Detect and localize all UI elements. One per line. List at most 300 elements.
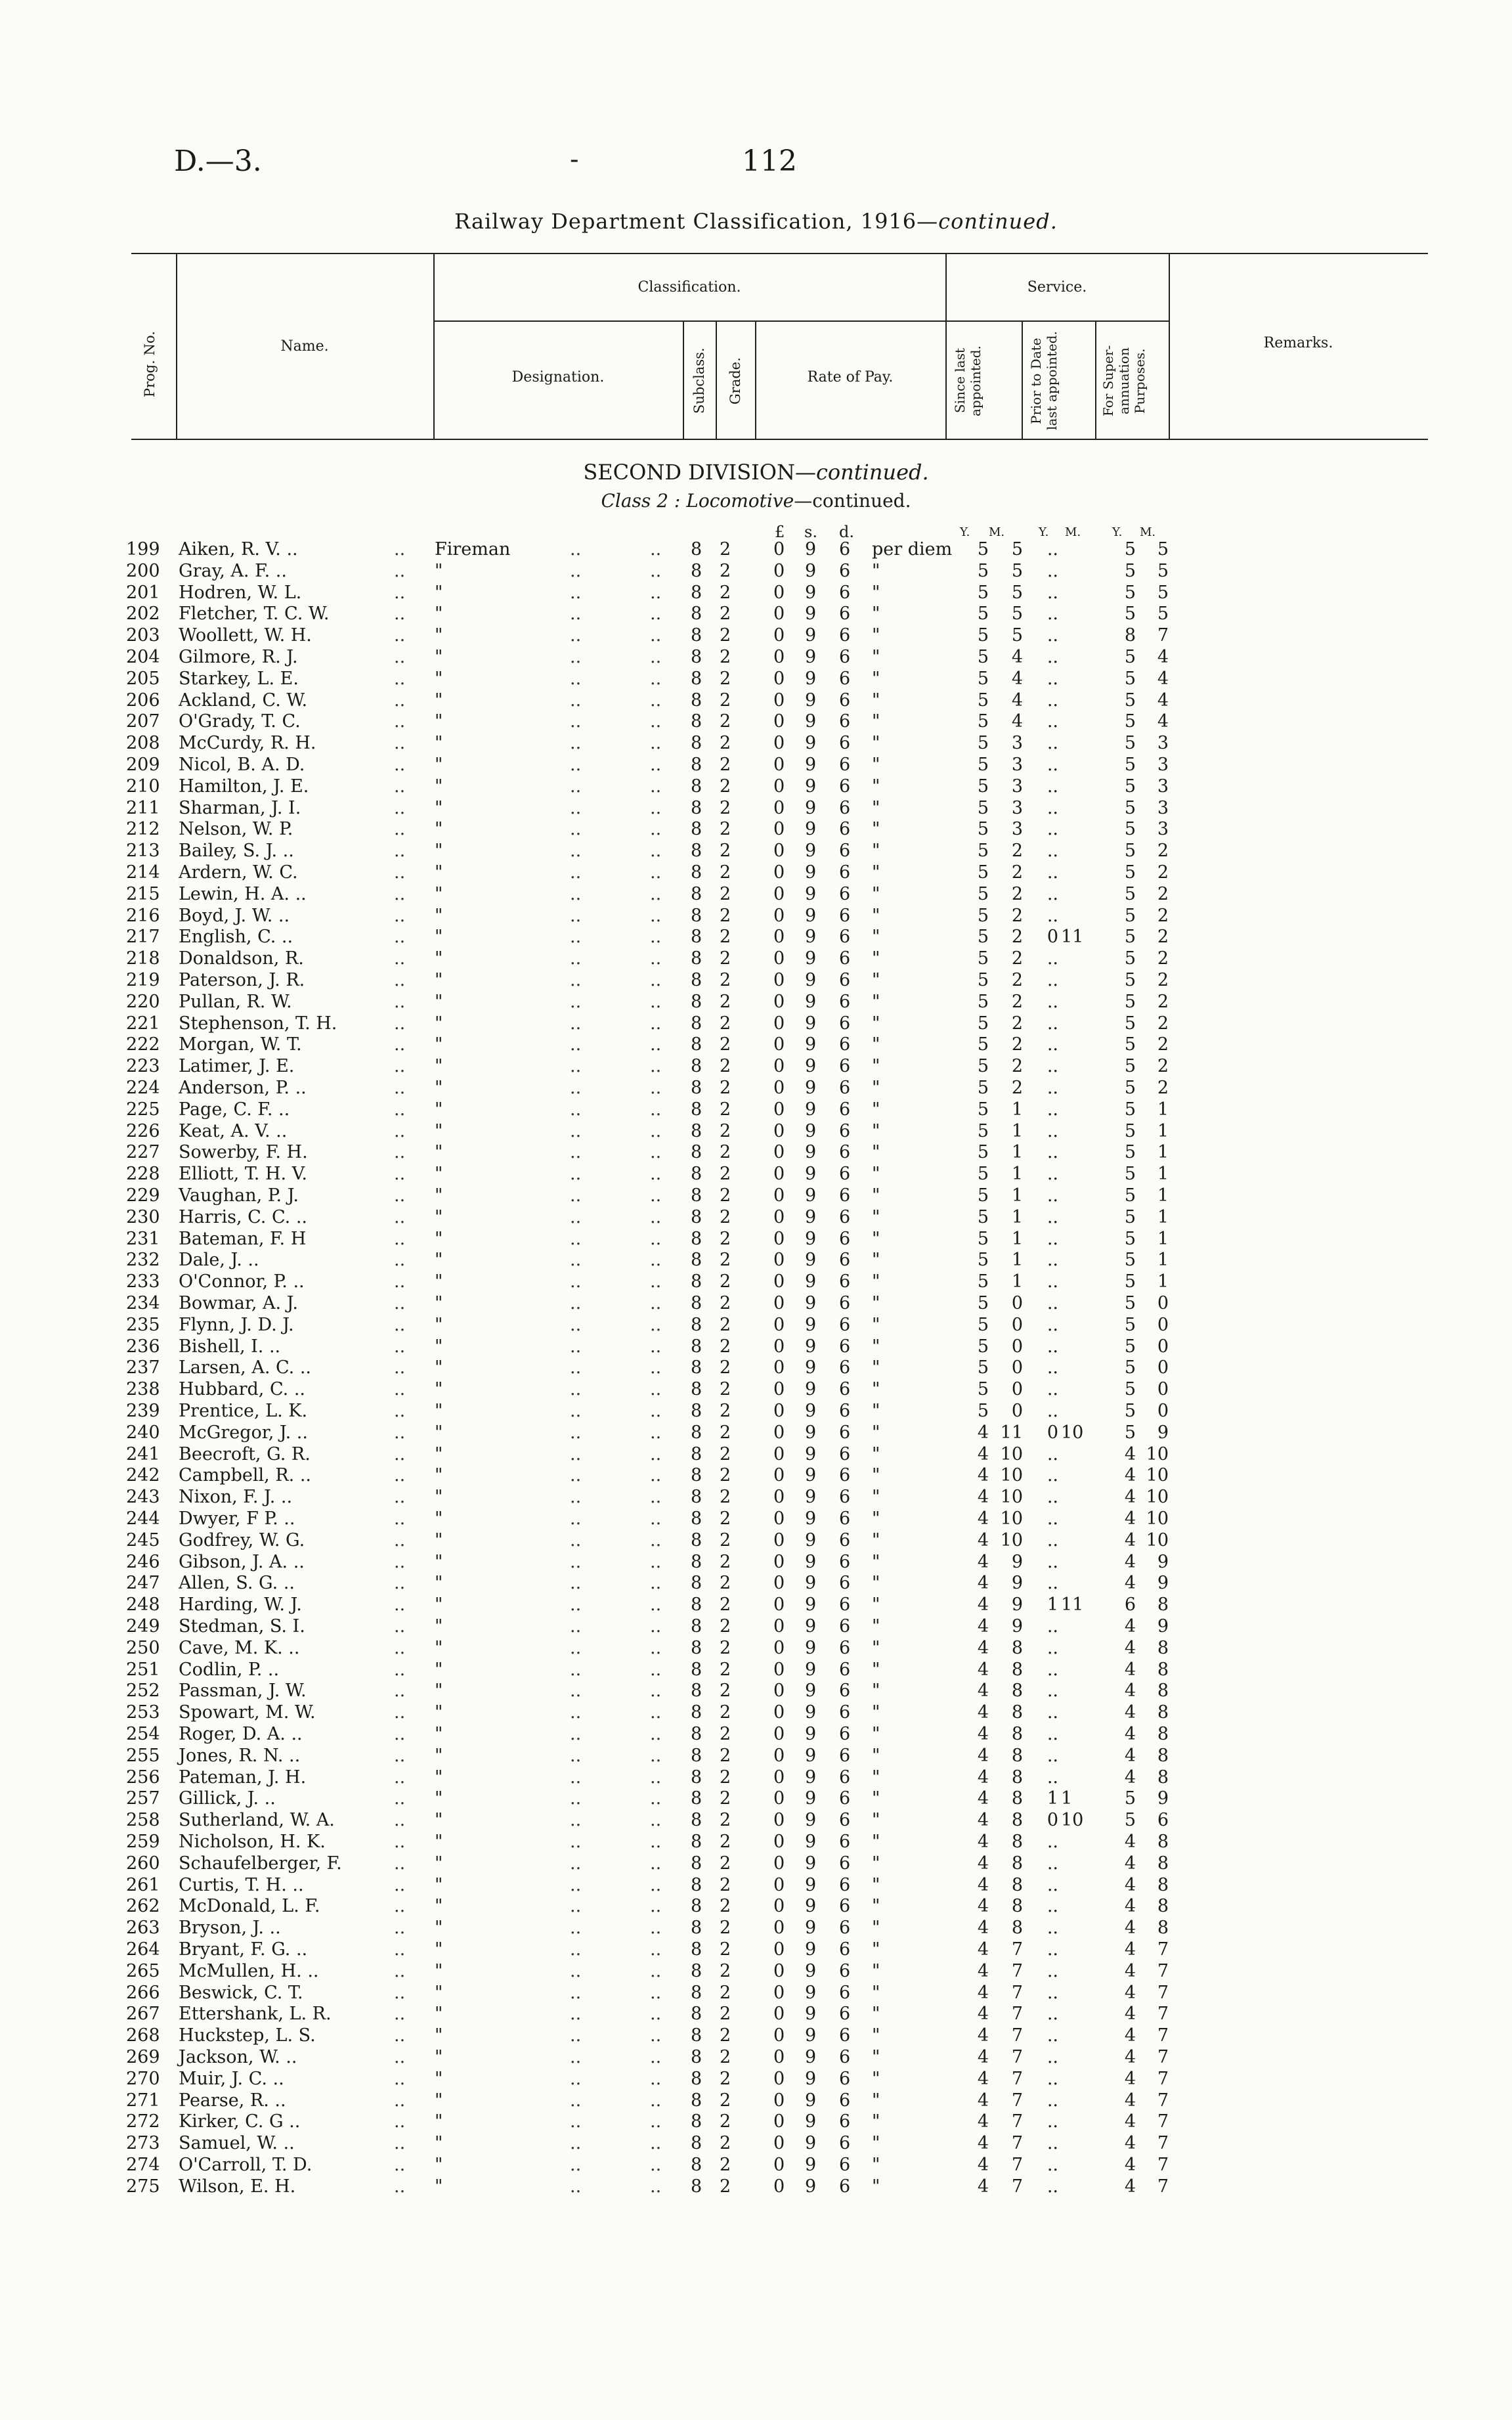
rate-shillings: 9 [805,1508,817,1529]
designation: " [435,1767,443,1788]
leader-dots: .. [394,1206,406,1227]
leader-dots: .. [394,2111,406,2132]
leader-dots: .. [570,560,582,581]
super-months: 2 [1157,883,1169,904]
rate-pence: 6 [839,1616,851,1637]
leader-dots: .. [570,1379,582,1400]
rate-pounds: 0 [773,711,785,732]
prog-no: 236 [126,1336,160,1357]
grade: 2 [720,927,731,948]
super-months: 10 [1146,1487,1169,1508]
rate-period: " [872,862,880,883]
super-months: 8 [1157,1702,1169,1723]
leader-dots: .. [570,948,582,969]
designation: " [435,1357,443,1378]
table-row [0,603,1512,625]
designation: " [435,668,443,689]
rate-shillings: 9 [805,1465,817,1486]
rate-shillings: 9 [805,539,817,560]
leader-dots: .. [394,733,406,754]
super-months: 7 [1157,2176,1169,2197]
subclass: 8 [691,797,702,818]
table-row [0,1099,1512,1120]
prog-no: 262 [126,1896,160,1917]
header-since-last: Since last appointed. [952,345,983,416]
subclass: 8 [691,1896,702,1917]
prog-no: 220 [126,991,160,1012]
employee-name: Page, C. F. .. [179,1099,290,1120]
super-months: 10 [1146,1443,1169,1464]
leader-dots: .. [394,1443,406,1464]
rate-pence: 6 [839,841,851,862]
leader-dots: .. [570,1271,582,1292]
super-years: 4 [1124,2025,1136,2046]
leader-dots: .. [650,1767,662,1788]
leader-dots: .. [570,1206,582,1227]
rate-pence: 6 [839,1595,851,1616]
table-row [0,646,1512,668]
subclass: 8 [691,1314,702,1335]
leader-dots: .. [650,2133,662,2154]
since-months: 2 [1011,1034,1023,1055]
since-months: 8 [1011,1853,1023,1874]
since-months: 7 [1011,2047,1023,2067]
prog-no: 217 [126,927,160,948]
since-years: 5 [977,776,989,797]
rate-period: " [872,668,880,689]
leader-dots: .. [570,1595,582,1616]
since-years: 5 [977,625,989,646]
prior-years: .. [1047,2004,1058,2025]
rate-period: " [872,1616,880,1637]
super-months: 1 [1157,1099,1169,1120]
grade: 2 [720,1702,731,1723]
since-years: 4 [977,2004,989,2025]
header-prior-to: Prior to Date last appointed. [1028,331,1060,431]
since-months: 4 [1011,690,1023,711]
designation: " [435,1228,443,1249]
rate-pounds: 0 [773,1508,785,1529]
prior-months: 1 [1061,1788,1073,1809]
employee-name: Vaughan, P. J. [179,1185,299,1206]
rate-pence: 6 [839,1250,851,1271]
leader-dots: .. [394,1013,406,1034]
leader-dots: .. [650,1271,662,1292]
grade: 2 [720,1508,731,1529]
table-row [0,1680,1512,1702]
prog-no: 268 [126,2025,160,2046]
designation: " [435,1551,443,1572]
table-row [0,560,1512,582]
employee-name: Lewin, H. A. .. [179,883,307,904]
designation: " [435,2025,443,2046]
designation: " [435,1788,443,1809]
leader-dots: .. [570,1659,582,1680]
prior-years: .. [1047,1357,1058,1378]
employee-name: Ettershank, L. R. [179,2004,332,2025]
table-row [0,732,1512,754]
unit-years-super: Y. [1112,525,1123,539]
grade: 2 [720,1724,731,1744]
grade: 2 [720,1228,731,1249]
subclass: 8 [691,1250,702,1271]
unit-years-since: Y. [960,525,970,539]
leader-dots: .. [650,1228,662,1249]
leader-dots: .. [394,1616,406,1637]
rate-shillings: 9 [805,1443,817,1464]
rate-period: " [872,690,880,711]
leader-dots: .. [394,1228,406,1249]
rate-pence: 6 [839,2004,851,2025]
since-years: 4 [977,1853,989,1874]
prog-no: 205 [126,668,160,689]
leader-dots: .. [650,1336,662,1357]
leader-dots: .. [394,1702,406,1723]
employee-name: Spowart, M. W. [179,1702,316,1723]
since-years: 5 [977,883,989,904]
subclass: 8 [691,2090,702,2111]
designation: " [435,582,443,603]
prog-no: 253 [126,1702,160,1723]
rate-pence: 6 [839,711,851,732]
rate-pounds: 0 [773,1745,785,1766]
rate-period: " [872,1745,880,1766]
super-years: 5 [1124,582,1136,603]
rate-pence: 6 [839,668,851,689]
prior-months: 10 [1061,1810,1084,1831]
super-years: 4 [1124,1465,1136,1486]
leader-dots: .. [394,1465,406,1486]
table-row [0,2068,1512,2090]
leader-dots: .. [570,1616,582,1637]
rate-period: " [872,1099,880,1120]
leader-dots: .. [570,1702,582,1723]
prog-no: 212 [126,819,160,840]
leader-dots: .. [570,604,582,625]
grade: 2 [720,797,731,818]
employee-name: Ackland, C. W. [179,690,308,711]
leader-dots: .. [570,1078,582,1098]
grade: 2 [720,1443,731,1464]
super-months: 7 [1157,2004,1169,2025]
super-years: 4 [1124,2090,1136,2111]
employee-name: Passman, J. W. [179,1681,307,1702]
leader-dots: .. [650,1832,662,1852]
super-years: 5 [1124,711,1136,732]
prior-years: .. [1047,1508,1058,1529]
rate-period: " [872,1637,880,1658]
prog-no: 261 [126,1874,160,1895]
super-months: 2 [1157,905,1169,926]
employee-name: Dale, J. .. [179,1250,259,1271]
designation: " [435,970,443,990]
rate-pence: 6 [839,1357,851,1378]
since-months: 7 [1011,2090,1023,2111]
leader-dots: .. [394,2004,406,2025]
super-months: 8 [1157,1874,1169,1895]
prog-no: 269 [126,2047,160,2067]
since-months: 0 [1011,1314,1023,1335]
employee-name: Cave, M. K. .. [179,1637,300,1658]
rate-period: " [872,1529,880,1551]
subclass: 8 [691,1443,702,1464]
rate-period: " [872,1271,880,1292]
leader-dots: .. [570,1164,582,1185]
leader-dots: .. [650,733,662,754]
employee-name: Donaldson, R. [179,948,304,969]
prior-years: .. [1047,1142,1058,1163]
super-months: 2 [1157,1034,1169,1055]
leader-dots: .. [650,927,662,948]
rate-pence: 6 [839,776,851,797]
subclass: 8 [691,1185,702,1206]
super-years: 5 [1124,776,1136,797]
leader-dots: .. [570,1896,582,1917]
prior-years: .. [1047,711,1058,732]
rate-pounds: 0 [773,1099,785,1120]
since-months: 2 [1011,991,1023,1012]
since-months: 5 [1011,560,1023,581]
rate-pounds: 0 [773,625,785,646]
leader-dots: .. [394,1939,406,1960]
table-row [0,1982,1512,2004]
rate-period: " [872,1078,880,1098]
prog-no: 265 [126,1960,160,1981]
rate-pence: 6 [839,1832,851,1852]
table-row [0,2090,1512,2111]
employee-name: Bateman, F. H [179,1228,307,1249]
super-months: 10 [1146,1508,1169,1529]
prior-years: .. [1047,1853,1058,1874]
leader-dots: .. [394,1788,406,1809]
rate-pounds: 0 [773,1443,785,1464]
unit-months-since: M. [989,525,1005,539]
rate-period: " [872,1595,880,1616]
prog-no: 234 [126,1293,160,1313]
employee-name: Hubbard, C. .. [179,1379,305,1400]
grade: 2 [720,539,731,560]
since-years: 4 [977,1681,989,1702]
employee-name: Hamilton, J. E. [179,776,309,797]
leader-dots: .. [650,776,662,797]
prior-years: .. [1047,1336,1058,1357]
designation: " [435,1164,443,1185]
since-years: 5 [977,1293,989,1313]
since-months: 7 [1011,2111,1023,2132]
subclass: 8 [691,1960,702,1981]
since-years: 5 [977,948,989,969]
super-years: 5 [1124,991,1136,1012]
super-months: 3 [1157,819,1169,840]
super-months: 10 [1146,1529,1169,1551]
since-years: 5 [977,1142,989,1163]
prog-no: 245 [126,1529,160,1551]
designation: " [435,2068,443,2089]
employee-name: Pullan, R. W. [179,991,292,1012]
leader-dots: .. [570,970,582,990]
leader-dots: .. [394,1034,406,1055]
employee-name: Muir, J. C. .. [179,2068,284,2089]
rate-pounds: 0 [773,1250,785,1271]
since-years: 5 [977,1099,989,1120]
since-months: 8 [1011,1659,1023,1680]
super-months: 7 [1157,1960,1169,1981]
leader-dots: .. [650,2004,662,2025]
employee-name: Beswick, C. T. [179,1982,303,2003]
super-months: 8 [1157,1767,1169,1788]
employee-name: Sutherland, W. A. [179,1810,335,1831]
leader-dots: .. [394,1271,406,1292]
super-months: 2 [1157,970,1169,990]
since-years: 4 [977,2176,989,2197]
subclass: 8 [691,647,702,667]
prog-no: 225 [126,1099,160,1120]
super-years: 4 [1124,1745,1136,1766]
super-months: 1 [1157,1164,1169,1185]
table-row [0,1464,1512,1486]
super-years: 4 [1124,1982,1136,2003]
designation: " [435,905,443,926]
super-years: 4 [1124,1529,1136,1551]
rate-pounds: 0 [773,1551,785,1572]
leader-dots: .. [394,1401,406,1421]
rate-pence: 6 [839,1034,851,1055]
rate-shillings: 9 [805,883,817,904]
since-months: 4 [1011,668,1023,689]
leader-dots: .. [570,1788,582,1809]
designation: " [435,2155,443,2175]
rate-period: " [872,2047,880,2067]
leader-dots: .. [650,2090,662,2111]
leader-dots: .. [394,883,406,904]
prior-years: .. [1047,668,1058,689]
leader-dots: .. [650,1529,662,1551]
table-row [0,1206,1512,1228]
since-years: 4 [977,2155,989,2175]
employee-name: Kirker, C. G .. [179,2111,301,2132]
rate-period: " [872,1551,880,1572]
prior-months: 11 [1061,927,1084,948]
leader-dots: .. [394,755,406,775]
table-row [0,1809,1512,1831]
leader-dots: .. [650,690,662,711]
rate-period: " [872,1379,880,1400]
designation: " [435,1185,443,1206]
prog-no: 201 [126,582,160,603]
prior-years: .. [1047,1078,1058,1098]
prog-no: 246 [126,1551,160,1572]
leader-dots: .. [394,690,406,711]
grade: 2 [720,1078,731,1098]
prior-years: .. [1047,1206,1058,1227]
super-years: 5 [1124,841,1136,862]
since-years: 4 [977,1659,989,1680]
leader-dots: .. [570,1681,582,1702]
subclass: 8 [691,905,702,926]
prior-years: .. [1047,1832,1058,1852]
subclass: 8 [691,560,702,581]
super-months: 7 [1157,1939,1169,1960]
super-years: 5 [1124,604,1136,625]
rate-pounds: 0 [773,1616,785,1637]
leader-dots: .. [650,1939,662,1960]
employee-name: Nixon, F. J. .. [179,1487,293,1508]
subclass: 8 [691,1853,702,1874]
rate-pounds: 0 [773,2068,785,2089]
prior-years: .. [1047,819,1058,840]
rate-pounds: 0 [773,1185,785,1206]
rate-pence: 6 [839,819,851,840]
since-years: 4 [977,2025,989,2046]
rate-shillings: 9 [805,1832,817,1852]
grade: 2 [720,1529,731,1551]
page-title [0,209,1512,234]
leader-dots: .. [394,539,406,560]
table-row [0,1960,1512,1982]
employee-name: Harris, C. C. .. [179,1206,308,1227]
prior-years: .. [1047,991,1058,1012]
leader-dots: .. [570,647,582,667]
leader-dots: .. [394,668,406,689]
rate-pounds: 0 [773,2025,785,2046]
leader-dots: .. [650,668,662,689]
header-remarks: Remarks. [1263,335,1333,351]
subclass: 8 [691,970,702,990]
rate-pounds: 0 [773,1896,785,1917]
employee-name: Keat, A. V. .. [179,1120,288,1141]
designation: " [435,604,443,625]
rate-period: " [872,1573,880,1594]
rate-pounds: 0 [773,690,785,711]
since-months: 10 [1000,1529,1023,1551]
prior-years: .. [1047,1982,1058,2003]
super-months: 1 [1157,1185,1169,1206]
since-years: 4 [977,1810,989,1831]
subclass: 8 [691,1336,702,1357]
since-months: 8 [1011,1745,1023,1766]
super-years: 5 [1124,1078,1136,1098]
table-row [0,1400,1512,1422]
leader-dots: .. [394,2047,406,2067]
since-months: 4 [1011,647,1023,667]
leader-dots: .. [570,1422,582,1443]
rate-pence: 6 [839,905,851,926]
header-rule-mid [433,320,1169,322]
rate-pence: 6 [839,1465,851,1486]
leader-dots: .. [570,1573,582,1594]
leader-dots: .. [394,1099,406,1120]
rate-period: " [872,797,880,818]
subclass: 8 [691,668,702,689]
designation: " [435,2176,443,2197]
rate-period: " [872,1142,880,1163]
rate-pence: 6 [839,970,851,990]
designation: " [435,991,443,1012]
super-years: 5 [1124,1788,1136,1809]
employee-name: Wilson, E. H. [179,2176,296,2197]
rate-shillings: 9 [805,1120,817,1141]
employee-name: Hodren, W. L. [179,582,302,603]
super-months: 8 [1157,1724,1169,1744]
since-years: 4 [977,1918,989,1939]
rate-shillings: 9 [805,1551,817,1572]
since-months: 8 [1011,1637,1023,1658]
grade: 2 [720,1401,731,1421]
since-months: 7 [1011,2155,1023,2175]
leader-dots: .. [650,1595,662,1616]
table-row [0,690,1512,711]
since-years: 4 [977,1637,989,1658]
